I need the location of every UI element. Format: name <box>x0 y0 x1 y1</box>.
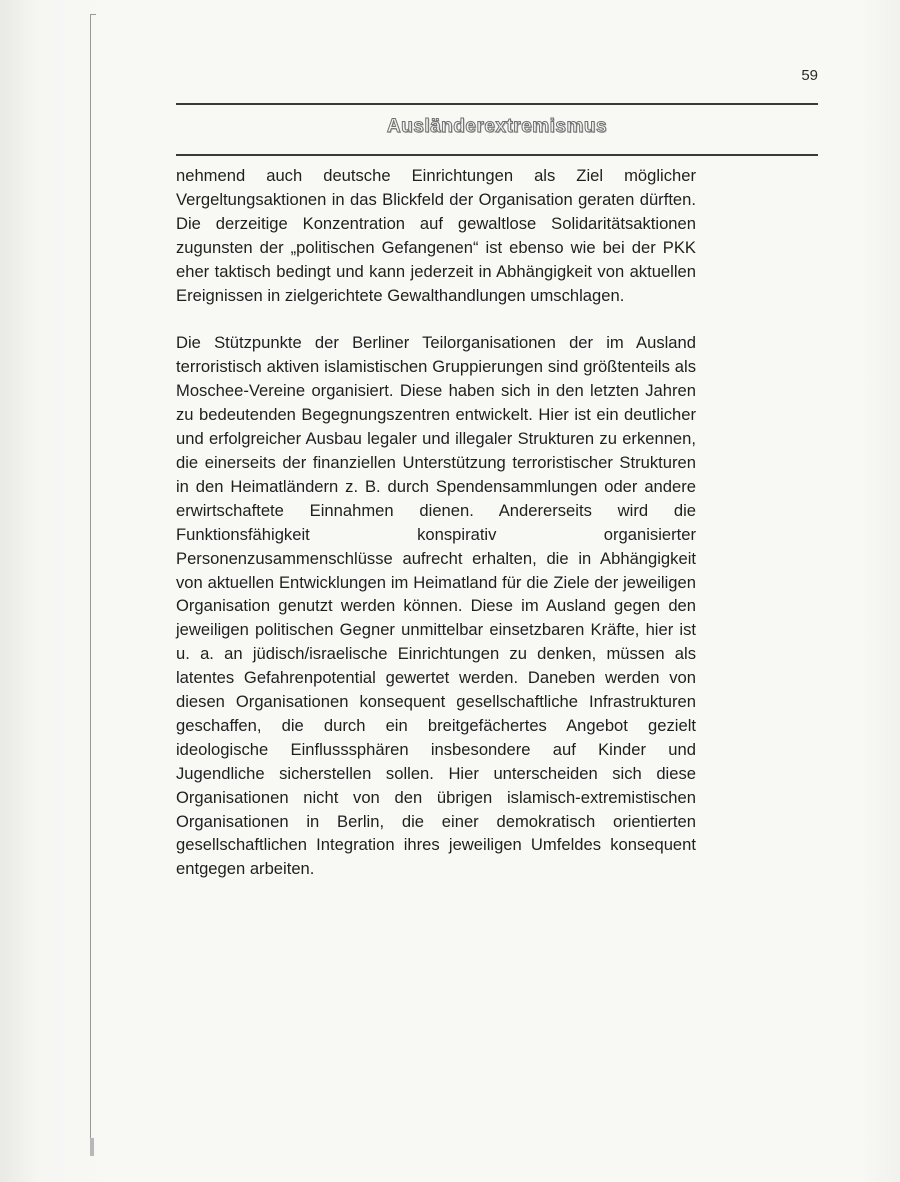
binding-edge-tick <box>90 14 96 15</box>
header-rule-bottom <box>176 154 818 156</box>
header-rule-top <box>176 103 818 105</box>
running-head: Ausländerextremismus <box>386 116 608 137</box>
binding-edge-line <box>90 14 91 1154</box>
body-text <box>176 164 696 881</box>
paragraph-moschee-vereine: Die Stützpunkte der Berliner Teilorganisationen der im Ausland terroristisch aktiven islamistischen Gruppierungen sind größtenteils als Moschee-Vereine organisiert. Diese haben sich in den letzten Jahren zu bedeutenden Begegnungszentren entwickelt. Hier ist ein deutlicher und erfolgreicher Ausbau legaler und illegaler Strukturen zu erkennen, die einerseits der finanziellen Unterstützung terroristischer Strukturen in den Heimatländern z. B. durch Spendensammlungen oder andere erwirtschaftete Einnahmen dienen. Andererseits wird die Funktionsfähigkeit konspirativ organisierter Personenzusammenschlüsse aufrecht erhalten, die in Abhängigkeit von aktuellen Entwicklungen im Heimatland für die Ziele der jeweiligen Organisation genutzt werden können. Diese im Ausland gegen den jeweiligen politischen Gegner unmittelbar einsetzbaren Kräfte, hier ist u. a. an jüdisch/israelische Einrichtungen zu denken, müssen als latentes Gefahrenpotential gewertet werden. Daneben werden von diesen Organisationen konsequent gesellschaftliche Infrastrukturen geschaffen, die durch ein breitgefächertes Angebot gezielt ideologische Einflusssphären insbesondere auf Kinder und Jugendliche sicherstellen sollen. Hier unterscheiden sich diese Organisationen nicht von den übrigen islamisch-extremistischen Organisationen in Berlin, die einer demokratisch orientierten gesellschaftlichen Integration ihres jeweiligen Umfeldes konsequent entgegen arbeiten. <box>176 333 696 879</box>
paragraph-continuation: nehmend auch deutsche Einrichtungen als Ziel möglicher Vergeltungsaktionen in das Blickfeld der Organisation geraten dürften. Die derzeitige Konzentration auf gewaltlose Solidaritätsaktionen zugunsten der „politischen Gefangenen“ ist ebenso wie bei der PKK eher taktisch bedingt und kann jederzeit in Abhängigkeit von aktuellen Ereignissen in zielgerichtete Gewalthandlungen umschlagen. <box>176 166 696 305</box>
page-number: 59 <box>801 67 818 84</box>
binding-edge-mark <box>90 1138 94 1156</box>
